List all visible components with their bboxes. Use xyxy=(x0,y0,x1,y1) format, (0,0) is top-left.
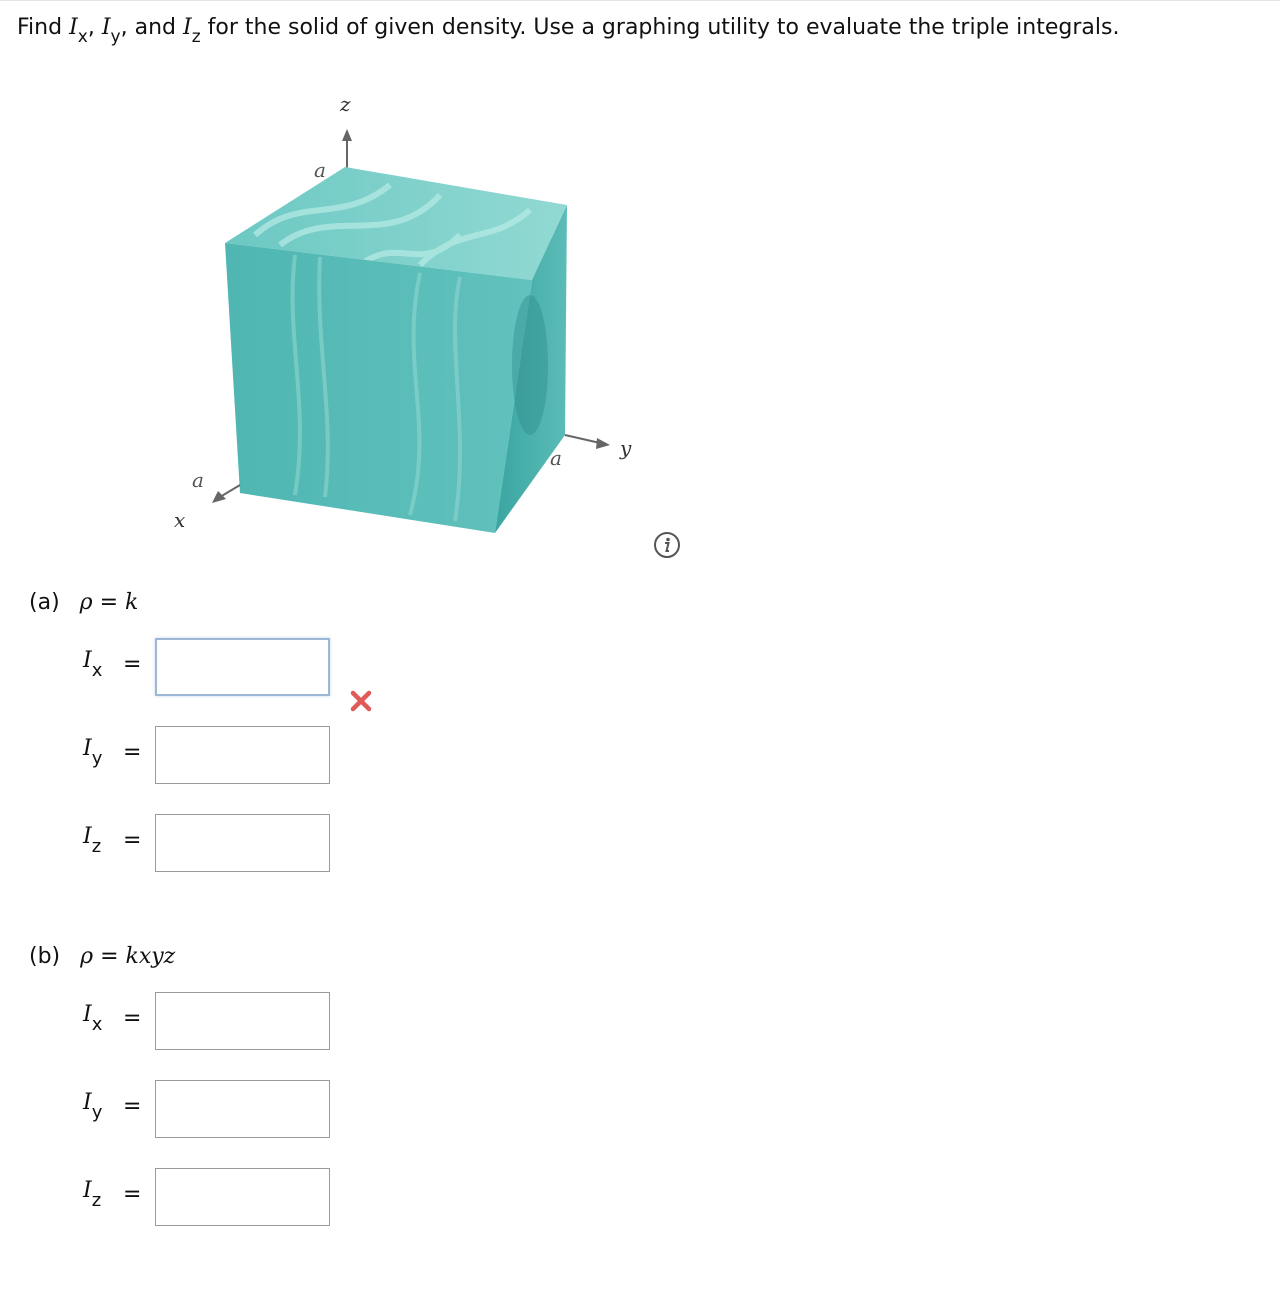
info-circle-icon[interactable] xyxy=(653,531,681,559)
equals-sign: = xyxy=(123,740,142,765)
answer-input-a-ix[interactable] xyxy=(155,638,330,696)
part-a-density-eq: = xyxy=(99,590,119,615)
x-axis-label: x xyxy=(174,508,186,532)
part-a-rho: ρ xyxy=(79,590,93,615)
answer-row-a-iy xyxy=(83,726,403,788)
answer-row-var xyxy=(83,1178,102,1211)
answer-row-b-ix xyxy=(83,992,403,1054)
answer-row-var xyxy=(83,648,103,681)
var-sub: y xyxy=(91,1102,103,1123)
part-a-tag: (a) xyxy=(29,590,60,615)
answer-input-b-ix[interactable] xyxy=(155,992,330,1050)
answer-row-var xyxy=(83,1002,103,1035)
part-a-density-expr: k xyxy=(125,590,139,615)
part-b-density-expr: kxyz xyxy=(125,944,176,969)
z-edge-label: a xyxy=(314,158,326,182)
y-edge-label: a xyxy=(550,446,562,470)
answer-input-b-iz[interactable] xyxy=(155,1168,330,1226)
part-b-label xyxy=(29,944,175,969)
y-axis-arrow xyxy=(596,438,610,449)
var-sub: x xyxy=(91,1014,103,1035)
var-sub: x xyxy=(91,660,103,681)
answer-input-b-iy[interactable] xyxy=(155,1080,330,1138)
var-ix-sep: , xyxy=(87,15,95,40)
equals-sign: = xyxy=(123,1094,142,1119)
var-symbol: I xyxy=(83,648,92,673)
answer-input-a-iy[interactable] xyxy=(155,726,330,784)
x-axis xyxy=(220,485,240,497)
z-axis-label: z xyxy=(340,92,351,116)
y-axis-label: y xyxy=(620,436,632,460)
question-suffix: for the solid of given density. Use a graphing utility to evaluate the triple integrals. xyxy=(207,15,1120,40)
part-b-rho: ρ xyxy=(80,944,94,969)
var-sub: y xyxy=(91,748,103,769)
answer-row-b-iy xyxy=(83,1080,403,1142)
var-ix-sub: x xyxy=(77,27,88,47)
part-b-density-eq: = xyxy=(100,944,119,969)
cube-front-face xyxy=(225,243,532,533)
x-edge-label: a xyxy=(192,468,204,492)
var-iz-sub: z xyxy=(191,27,201,47)
cube-side-pattern xyxy=(512,295,548,435)
question-text xyxy=(17,13,1120,47)
x-axis-arrow xyxy=(212,491,226,503)
part-b-tag: (b) xyxy=(29,944,61,969)
answer-row-var xyxy=(83,736,103,769)
var-symbol: I xyxy=(83,736,92,761)
red-x-icon xyxy=(350,690,372,712)
answer-row-b-iz xyxy=(83,1168,403,1230)
answer-row-a-ix xyxy=(83,638,403,700)
var-sub: z xyxy=(91,836,102,857)
equals-sign: = xyxy=(123,1006,142,1031)
equals-sign: = xyxy=(123,652,142,677)
answer-row-var xyxy=(83,824,102,857)
equals-sign: = xyxy=(123,1182,142,1207)
cube-figure xyxy=(160,85,640,545)
var-iz-symbol: I xyxy=(183,15,192,40)
equals-sign: = xyxy=(123,828,142,853)
question-and: and xyxy=(134,15,176,40)
z-axis-arrow xyxy=(342,129,352,141)
part-a-label xyxy=(29,590,138,615)
var-symbol: I xyxy=(83,1002,92,1027)
y-axis xyxy=(565,435,600,443)
var-symbol: I xyxy=(83,1090,92,1115)
var-iy-symbol: I xyxy=(101,15,111,40)
var-ix-symbol: I xyxy=(69,15,78,40)
var-symbol: I xyxy=(83,1178,92,1203)
question-prefix: Find xyxy=(17,15,63,40)
var-iy-sub: y xyxy=(110,27,121,47)
var-sub: z xyxy=(91,1190,102,1211)
top-divider xyxy=(0,0,1280,1)
answer-row-a-iz xyxy=(83,814,403,876)
answer-input-a-iz[interactable] xyxy=(155,814,330,872)
answer-row-var xyxy=(83,1090,103,1123)
var-symbol: I xyxy=(83,824,92,849)
var-iy-sep: , xyxy=(120,15,128,40)
